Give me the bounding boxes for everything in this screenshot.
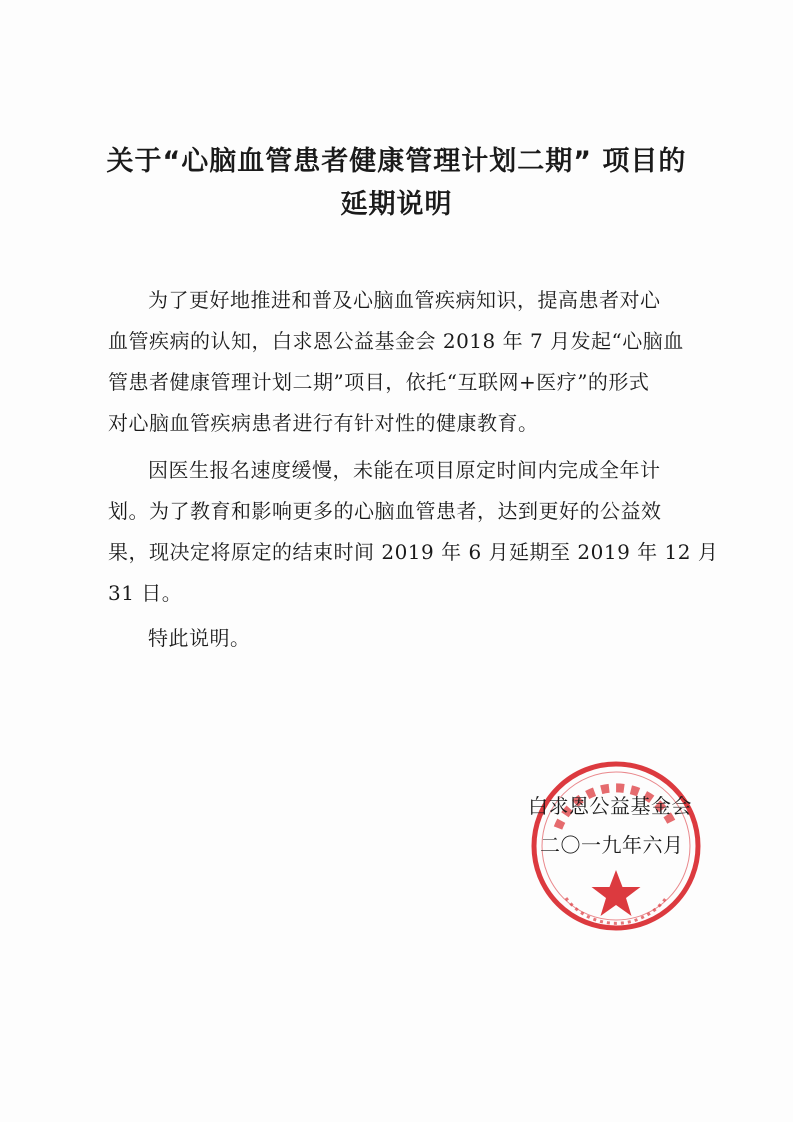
body-line: 为了更好地推进和普及心脑血管疾病知识，提高患者对心 [148,288,661,312]
body-line: 划。为了教育和影响更多的心脑血管患者，达到更好的公益效 [108,499,662,523]
document-title-line-2: 延期说明 [340,189,453,220]
signature-organization: 白求恩公益基金会 [528,794,692,818]
closing-remark: 特此说明。 [148,626,251,650]
body-line: 管患者健康管理计划二期”项目，依托“互联网+医疗”的形式 [108,370,650,394]
body-line: 因医生报名速度缓慢，未能在项目原定时间内完成全年计 [148,458,661,482]
body-line: 血管疾病的认知，白求恩公益基金会 2018 年 7 月发起“心脑血 [108,329,684,353]
signature-date: 二〇一九年六月 [540,833,684,857]
document-title-line-1: 关于“心脑血管患者健康管理计划二期” 项目的 [106,146,687,177]
star-icon [592,870,641,916]
body-line: 果，现决定将原定的结束时间 2019 年 6 月延期至 2019 年 12 月 [108,540,719,564]
body-line: 对心脑血管疾病患者进行有针对性的健康教育。 [108,411,539,435]
body-line: 31 日。 [108,581,183,605]
